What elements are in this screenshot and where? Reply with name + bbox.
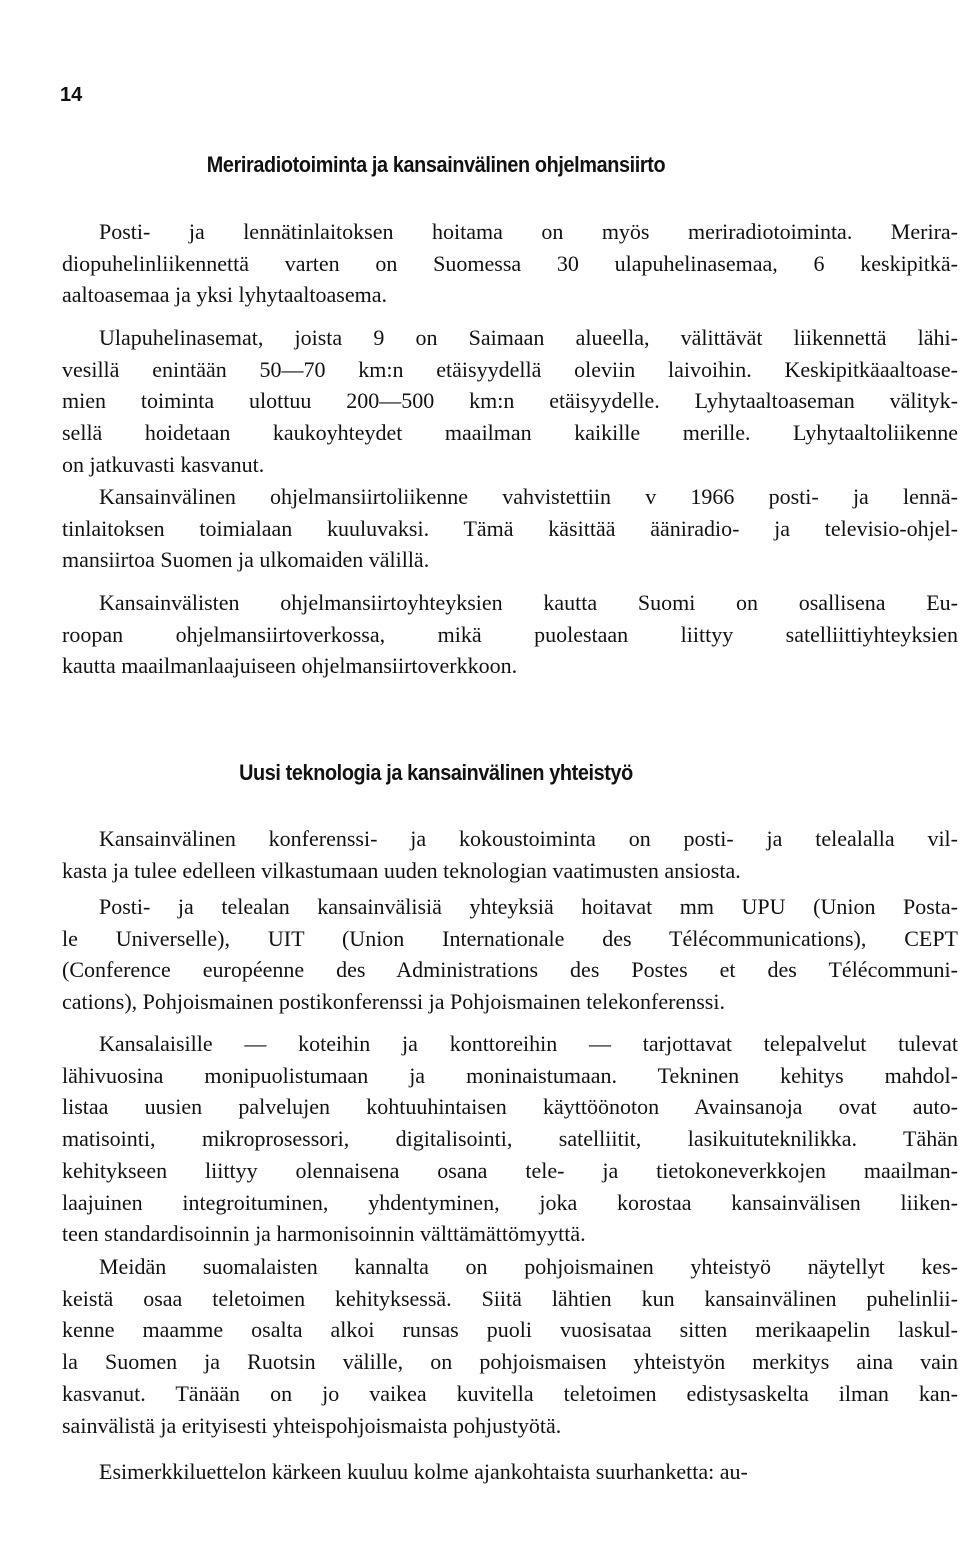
- paragraph: [62, 216, 958, 311]
- text-line: kasvanut. Tänään on jo vaikea kuvitella teletoimen edistysaskelta ilman kan-: [62, 1380, 958, 1406]
- paragraph: [62, 1028, 958, 1250]
- text-line: Kansainvälinen ohjelmansiirtoliikenne vahvistettiin v 1966 posti- ja lennä-: [99, 484, 958, 509]
- text-line: roopan ohjelmansiirtoverkossa, mikä puolestaan liittyy satelliittiyhteyksien: [62, 621, 958, 647]
- text-line: vesillä enintään 50—70 km:n etäisyydellä oleviin laivoihin. Keskipitkäaaltoase-: [62, 356, 958, 382]
- paragraph: [62, 823, 958, 886]
- paragraph: [62, 1251, 958, 1441]
- text-line: on jatkuvasti kasvanut.: [62, 451, 265, 477]
- section-heading-meriradio: Meriradiotoiminta ja kansainvälinen ohjelmansiirto: [206, 152, 666, 177]
- text-line: Kansainvälisten ohjelmansiirtoyhteyksien kautta Suomi on osallisena Eu-: [99, 590, 958, 615]
- text-line: mansiirtoa Suomen ja ulkomaiden välillä.: [62, 547, 430, 573]
- text-line: Posti- ja lennätinlaitoksen hoitama on myös meriradiotoiminta. Merira-: [99, 219, 958, 244]
- text-line: kautta maailmanlaajuiseen ohjelmansiirtoverkkoon.: [62, 653, 518, 679]
- text-line: Kansalaisille — koteihin ja konttoreihin — tarjottavat telepalvelut tulevat: [99, 1031, 958, 1056]
- text-line: listaa uusien palvelujen kohtuuhintaisen käyttöönoton Avainsanoja ovat auto-: [62, 1094, 958, 1120]
- text-line: kehitykseen liittyy olennaisena osana tele- ja tietokoneverkkojen maailman-: [62, 1157, 958, 1183]
- section-heading-teknologia: Uusi teknologia ja kansainvälinen yhteistyö: [239, 760, 633, 785]
- text-line: laajuinen integroituminen, yhdentyminen, joka korostaa kansainvälisen liiken-: [62, 1189, 958, 1215]
- text-line: Esimerkkiluettelon kärkeen kuuluu kolme ajankohtaista suurhanketta: au-: [99, 1459, 748, 1484]
- paragraph: [62, 481, 958, 576]
- text-line: aaltoasemaa ja yksi lyhytaaltoasema.: [62, 282, 387, 308]
- paragraph: [62, 587, 958, 682]
- text-line: teen standardisoinnin ja harmonisoinnin välttämättömyyttä.: [62, 1221, 586, 1247]
- text-line: matisointi, mikroprosessori, digitalisointi, satelliitit, lasikuituteknilikka. Tähän: [62, 1126, 958, 1152]
- text-line: diopuhelinliikennettä varten on Suomessa 30 ulapuhelinasemaa, 6 keskipitkä-: [62, 250, 958, 276]
- text-line: lähivuosina monipuolistumaan ja moninaistumaan. Tekninen kehitys mahdol-: [62, 1062, 958, 1088]
- text-line: Ulapuhelinasemat, joista 9 on Saimaan alueella, välittävät liikennettä lähi-: [99, 325, 958, 350]
- paragraph: [62, 322, 958, 481]
- text-line: cations), Pohjoismainen postikonferenssi ja Pohjoismainen telekonferenssi.: [62, 989, 725, 1015]
- text-line: kasta ja tulee edelleen vilkastumaan uuden teknologian vaatimusten ansiosta.: [62, 857, 741, 883]
- text-line: Kansainvälinen konferenssi- ja kokoustoiminta on posti- ja telealalla vil-: [99, 826, 958, 851]
- page-number: 14: [60, 84, 83, 106]
- text-line: keistä osaa teletoimen kehityksessä. Siitä lähtien kun kansainvälinen puhelinlii-: [62, 1285, 958, 1311]
- text-line: mien toiminta ulottuu 200—500 km:n etäisyydelle. Lyhytaaltoaseman välityk-: [62, 388, 958, 414]
- text-line: la Suomen ja Ruotsin välille, on pohjoismaisen yhteistyön merkitys aina vain: [62, 1349, 958, 1375]
- text-line: le Universelle), UIT (Union Internationale des Télécommunications), CEPT: [62, 925, 958, 951]
- text-line: (Conference européenne des Administrations des Postes et des Télécommuni-: [62, 957, 958, 983]
- text-line: sellä hoidetaan kaukoyhteydet maailman kaikille merille. Lyhytaaltoliikenne: [62, 420, 958, 446]
- text-line: Meidän suomalaisten kannalta on pohjoismainen yhteistyö näytellyt kes-: [99, 1254, 958, 1279]
- paragraph: [62, 891, 958, 1018]
- text-line: sainvälistä ja erityisesti yhteispohjoismaista pohjustyötä.: [62, 1412, 562, 1438]
- paragraph: [62, 1456, 958, 1488]
- text-line: tinlaitoksen toimialaan kuuluvaksi. Tämä käsittää ääniradio- ja televisio-ohjel-: [62, 515, 958, 541]
- text-line: kenne maamme osalta alkoi runsas puoli vuosisataa sitten merikaapelin laskul-: [62, 1317, 958, 1343]
- text-line: Posti- ja telealan kansainvälisiä yhteyksiä hoitavat mm UPU (Union Posta-: [99, 894, 958, 919]
